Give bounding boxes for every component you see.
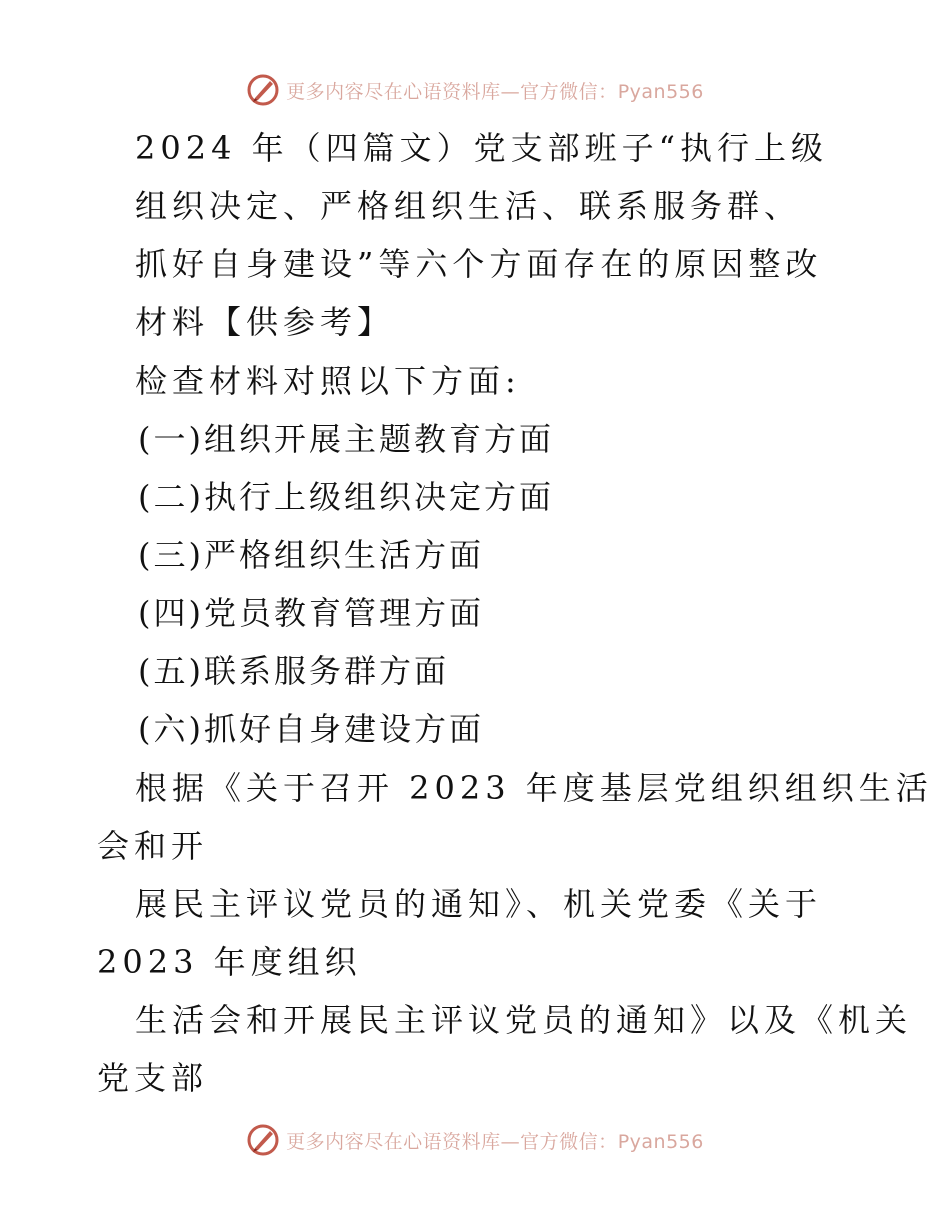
- banner-site-name: 更多内容尽在心语资料库: [286, 1130, 501, 1153]
- quill-pen-logo-icon: [246, 73, 280, 107]
- intro-line: 检查材料对照以下方面:: [135, 362, 521, 400]
- body-line-1: 根据《关于召开 2023 年度基层党组织组织生活: [135, 769, 933, 807]
- title-line-1: 2024 年（四篇文）党支部班子“执行上级: [135, 129, 828, 167]
- header-banner: [0, 70, 950, 110]
- footer-banner-text: [286, 1127, 704, 1154]
- title-line-4: 材料【供参考】: [135, 303, 395, 341]
- body-line-5: 生活会和开展民主评议党员的通知》以及《机关: [135, 1001, 913, 1039]
- body-line-2: 会和开: [97, 827, 209, 865]
- list-item-6: (六)抓好自身建设方面: [138, 710, 484, 748]
- quill-pen-logo-icon: [246, 1123, 280, 1157]
- list-item-1: (一)组织开展主题教育方面: [138, 420, 554, 458]
- body-line-6: 党支部: [97, 1059, 209, 1097]
- header-banner-text: [286, 77, 704, 104]
- list-item-3: (三)严格组织生活方面: [138, 536, 484, 574]
- banner-wechat-id: Pyan556: [617, 1130, 704, 1153]
- title-line-2: 组织决定、严格组织生活、联系服务群、: [135, 187, 802, 225]
- banner-site-name: 更多内容尽在心语资料库: [286, 80, 501, 103]
- banner-dash: —: [500, 1130, 521, 1153]
- footer-banner: [0, 1120, 950, 1160]
- body-line-4: 2023 年度组织: [97, 943, 362, 981]
- banner-wechat-id: Pyan556: [617, 80, 704, 103]
- list-item-2: (二)执行上级组织决定方面: [138, 478, 554, 516]
- banner-wechat-label: 官方微信：: [520, 1130, 618, 1153]
- body-line-3: 展民主评议党员的通知》、机关党委《关于: [135, 885, 823, 923]
- list-item-4: (四)党员教育管理方面: [138, 594, 484, 632]
- title-line-3: 抓好自身建设”等六个方面存在的原因整改: [135, 245, 823, 283]
- banner-wechat-label: 官方微信：: [520, 80, 618, 103]
- list-item-5: (五)联系服务群方面: [138, 652, 449, 690]
- banner-dash: —: [500, 80, 521, 103]
